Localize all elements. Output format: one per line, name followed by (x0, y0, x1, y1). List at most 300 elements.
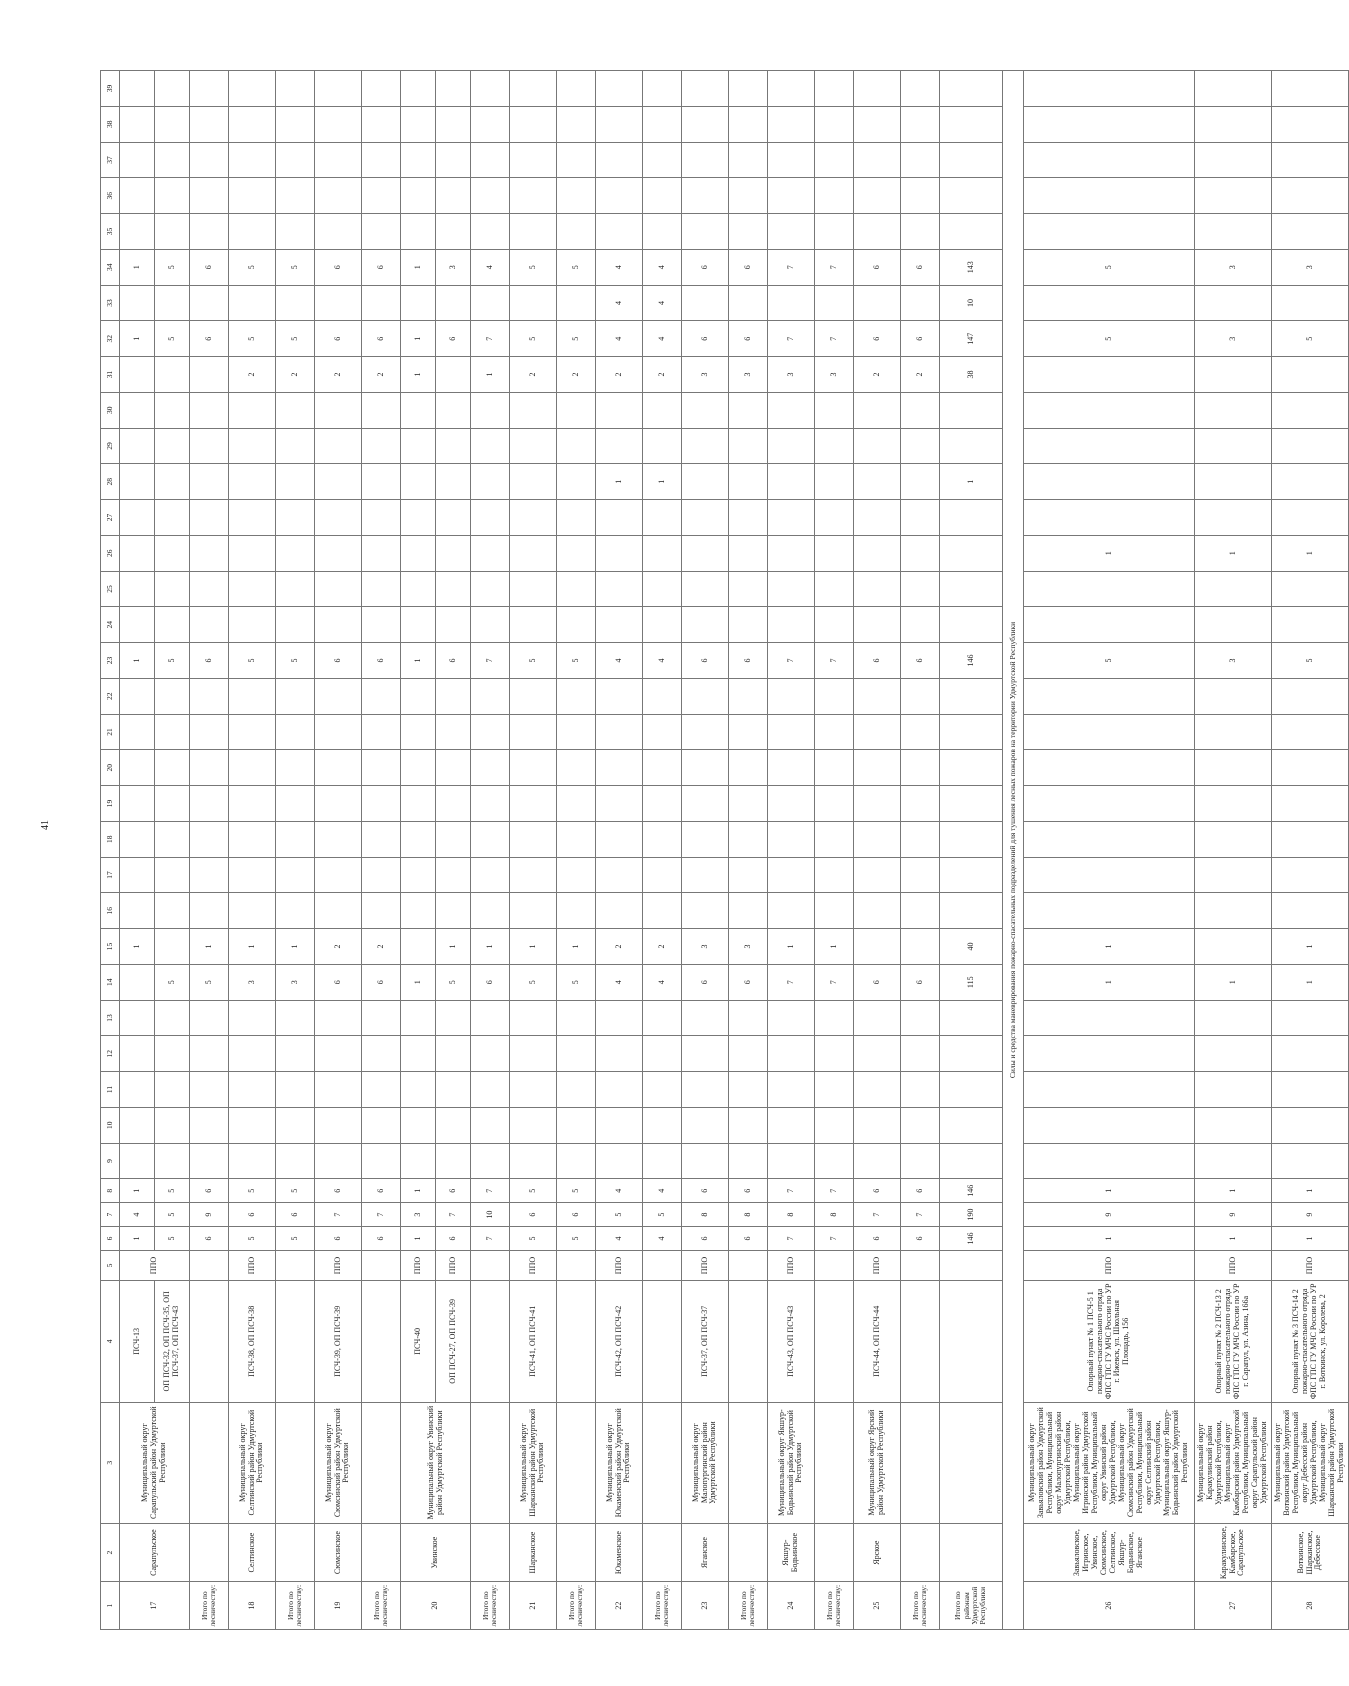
cell: 5 (510, 643, 557, 679)
unit-type: ППО (1195, 1250, 1272, 1280)
cell: 1 (510, 929, 557, 965)
cell: 3 (276, 964, 315, 1000)
cell: 146 (940, 1179, 1003, 1203)
cell: 5 (557, 1227, 596, 1251)
unit-type: ППО (596, 1250, 643, 1280)
cell: 5 (1272, 643, 1349, 679)
table-row (768, 71, 815, 1630)
cell: 6 (901, 1179, 940, 1203)
cell: 6 (190, 643, 229, 679)
header-cell: 12 (101, 1036, 120, 1072)
cell: 3 (401, 1203, 436, 1227)
cell: 7 (362, 1203, 401, 1227)
header-cell: 18 (101, 821, 120, 857)
cell: 6 (510, 1203, 557, 1227)
grand-total-label: Итого по районам Удмуртской Республики (940, 1582, 1003, 1630)
cell: 6 (854, 964, 901, 1000)
unit-name: ПСЧ-40 (401, 1281, 436, 1402)
cell: 7 (768, 643, 815, 679)
cell: 5 (155, 964, 190, 1000)
header-cell: 2 (101, 1523, 120, 1582)
rotated-sheet (100, 70, 1345, 1630)
forestry-name: Каракулинское, Камбарское, Сарапульское (1195, 1523, 1272, 1582)
district-name: Муниципальный округ Увинский район Удмуртской Республики (401, 1402, 471, 1523)
cell: 6 (901, 964, 940, 1000)
header-cell: 30 (101, 392, 120, 428)
row-number: 18 (229, 1582, 276, 1630)
unit-name: Опорный пункт № 2 ПСЧ-13 2 пожарно-спасательного отряда ФПС ГПС ГУ МЧС России по УР г. Сарапул, ул. Азина, 166а (1195, 1281, 1272, 1402)
table-row (120, 71, 155, 1630)
table-row (155, 71, 190, 1630)
cell: 115 (940, 964, 1003, 1000)
header-cell: 27 (101, 500, 120, 536)
forestry-name: Увинское (401, 1523, 471, 1582)
cell: 6 (362, 964, 401, 1000)
cell: 6 (901, 1227, 940, 1251)
cell: 6 (682, 249, 729, 285)
table-row (510, 71, 557, 1630)
header-cell: 4 (101, 1281, 120, 1402)
cell: 3 (682, 929, 729, 965)
header-cell: 20 (101, 750, 120, 786)
cell: 2 (362, 357, 401, 393)
cell: 1 (1024, 1227, 1195, 1251)
cell: 5 (436, 964, 471, 1000)
cell: 6 (682, 643, 729, 679)
cell: 1 (557, 929, 596, 965)
header-row (101, 71, 120, 1630)
cell: 5 (229, 643, 276, 679)
cell: 5 (276, 321, 315, 357)
unit-type: ППО (510, 1250, 557, 1280)
cell: 3 (229, 964, 276, 1000)
unit-type: ППО (120, 1250, 190, 1280)
cell: 2 (315, 929, 362, 965)
table-row (682, 71, 729, 1630)
unit-name: ПСЧ-43, ОП ПСЧ-43 (768, 1281, 815, 1402)
cell: 5 (643, 1203, 682, 1227)
cell: 5 (155, 1179, 190, 1203)
table-row (401, 71, 436, 1630)
cell: 6 (362, 249, 401, 285)
unit-type: ППО (768, 1250, 815, 1280)
cell: 5 (276, 1227, 315, 1251)
header-cell: 24 (101, 607, 120, 643)
cell: 1 (1195, 1227, 1272, 1251)
table-row (815, 71, 854, 1630)
cell: 1 (401, 1227, 436, 1251)
subtotal-label: Итого по лесничеству: (471, 1582, 510, 1630)
cell: 6 (901, 321, 940, 357)
cell: 7 (768, 321, 815, 357)
cell: 6 (471, 964, 510, 1000)
section-title-row (1003, 71, 1024, 1630)
unit-type: ППО (1024, 1250, 1195, 1280)
cell: 6 (436, 643, 471, 679)
cell: 1 (1272, 1179, 1349, 1203)
unit-name: ПСЧ-39, ОП ПСЧ-39 (315, 1281, 362, 1402)
cell: 6 (682, 1179, 729, 1203)
unit-type: ППО (229, 1250, 276, 1280)
header-cell: 26 (101, 535, 120, 571)
forestry-name: Селтинское (229, 1523, 276, 1582)
cell: 5 (1272, 321, 1349, 357)
cell: 7 (815, 1227, 854, 1251)
subtotal-label: Итого по лесничеству: (901, 1582, 940, 1630)
cell: 4 (596, 1179, 643, 1203)
cell: 5 (510, 964, 557, 1000)
district-name: Муниципальный округ Якшур-Бодьинский район Удмуртской Республики (768, 1402, 815, 1523)
row-number: 21 (510, 1582, 557, 1630)
header-cell: 38 (101, 106, 120, 142)
header-cell: 22 (101, 678, 120, 714)
cell: 1 (596, 464, 643, 500)
cell: 38 (940, 357, 1003, 393)
district-name: Муниципальный округ Селтинский район Удмуртской Республики (229, 1402, 276, 1523)
district-name: Муниципальный округ Юкаменский район Удмуртской Республики (596, 1402, 643, 1523)
cell: 4 (643, 321, 682, 357)
cell: 1 (436, 929, 471, 965)
forestry-name: Юкаменское (596, 1523, 643, 1582)
unit-type: ППО (1272, 1250, 1349, 1280)
cell: 6 (901, 249, 940, 285)
cell: 4 (596, 1227, 643, 1251)
cell: 5 (155, 1203, 190, 1227)
cell: 6 (436, 321, 471, 357)
unit-type: ППО (315, 1250, 362, 1280)
district-name: Муниципальный округ Каракулинский район Удмуртской Республики, Муниципальный округ Камбарский район Удмуртской Республики, Муниципальный округ Сарапульский район Удмуртской Республики (1195, 1402, 1272, 1523)
cell: 9 (1195, 1203, 1272, 1227)
cell: 6 (362, 1179, 401, 1203)
district-name: Муниципальный округ Ярский район Удмуртской Республики (854, 1402, 901, 1523)
cell: 146 (940, 1227, 1003, 1251)
cell: 6 (901, 643, 940, 679)
cell: 3 (768, 357, 815, 393)
forestry-name: Сарапульское (120, 1523, 190, 1582)
cell: 7 (471, 643, 510, 679)
header-cell: 8 (101, 1179, 120, 1203)
unit-name: ПСЧ-42, ОП ПСЧ-42 (596, 1281, 643, 1402)
cell: 6 (682, 1227, 729, 1251)
cell: 6 (854, 249, 901, 285)
cell: 1 (1024, 535, 1195, 571)
forestry-name: Якшур-Бодьинское (768, 1523, 815, 1582)
row-number: 23 (682, 1582, 729, 1630)
header-cell: 31 (101, 357, 120, 393)
cell: 7 (436, 1203, 471, 1227)
cell: 1 (1272, 964, 1349, 1000)
cell: 5 (1024, 643, 1195, 679)
cell: 1 (1272, 535, 1349, 571)
header-cell: 23 (101, 643, 120, 679)
cell: 7 (815, 1179, 854, 1203)
cell: 3 (1195, 643, 1272, 679)
cell: 6 (682, 964, 729, 1000)
cell: 7 (815, 249, 854, 285)
unit-name: ПСЧ-44, ОП ПСЧ-44 (854, 1281, 901, 1402)
unit-name: ПСЧ-41, ОП ПСЧ-41 (510, 1281, 557, 1402)
cell: 1 (401, 643, 436, 679)
header-cell: 19 (101, 786, 120, 822)
cell: 3 (1272, 249, 1349, 285)
subtotal-label: Итого по лесничеству: (362, 1582, 401, 1630)
cell: 143 (940, 249, 1003, 285)
subtotal-label: Итого по лесничеству: (815, 1582, 854, 1630)
cell: 4 (643, 1179, 682, 1203)
table-row (229, 71, 276, 1630)
table-wrapper (100, 70, 1345, 1630)
header-cell: 28 (101, 464, 120, 500)
cell: 4 (596, 321, 643, 357)
header-cell: 11 (101, 1072, 120, 1108)
header-cell: 35 (101, 214, 120, 250)
cell: 4 (643, 1227, 682, 1251)
district-name: Муниципальный округ Шарканский район Удмуртской Республики (510, 1402, 557, 1523)
cell: 1 (401, 1179, 436, 1203)
cell: 1 (1024, 1179, 1195, 1203)
cell: 4 (643, 285, 682, 321)
cell: 4 (471, 249, 510, 285)
unit-name: ПСЧ-37, ОП ПСЧ-37 (682, 1281, 729, 1402)
cell: 6 (315, 249, 362, 285)
cell: 2 (315, 357, 362, 393)
cell: 10 (471, 1203, 510, 1227)
header-cell: 21 (101, 714, 120, 750)
forces-table (100, 70, 1349, 1630)
header-cell: 36 (101, 178, 120, 214)
cell: 147 (940, 321, 1003, 357)
cell: 5 (229, 249, 276, 285)
cell: 1 (401, 249, 436, 285)
cell: 5 (510, 1227, 557, 1251)
header-cell: 14 (101, 964, 120, 1000)
unit-name: ПСЧ-38, ОП ПСЧ-38 (229, 1281, 276, 1402)
cell: 2 (557, 357, 596, 393)
cell: 2 (362, 929, 401, 965)
cell: 1 (1272, 1227, 1349, 1251)
unit-name: Опорный пункт № 3 ПСЧ-14 2 пожарно-спасательного отряда ФПС ГПС ГУ МЧС России по УР г. Воткинск, ул. Королева, 2 (1272, 1281, 1349, 1402)
cell: 5 (229, 321, 276, 357)
cell: 5 (276, 1179, 315, 1203)
cell: 1 (1195, 535, 1272, 571)
cell: 5 (190, 964, 229, 1000)
table-row (596, 71, 643, 1630)
cell: 7 (854, 1203, 901, 1227)
cell: 5 (596, 1203, 643, 1227)
cell: 4 (596, 964, 643, 1000)
cell: 190 (940, 1203, 1003, 1227)
cell: 3 (815, 357, 854, 393)
cell: 8 (815, 1203, 854, 1227)
header-cell: 39 (101, 71, 120, 107)
forestry-name: Шарканское (510, 1523, 557, 1582)
cell: 1 (815, 929, 854, 965)
header-cell: 17 (101, 857, 120, 893)
cell: 1 (120, 1179, 155, 1203)
header-cell: 16 (101, 893, 120, 929)
cell: 5 (510, 321, 557, 357)
cell: 1 (120, 929, 155, 965)
header-cell: 10 (101, 1107, 120, 1143)
row-number: 20 (401, 1582, 471, 1630)
cell: 5 (1024, 249, 1195, 285)
unit-name: ПСЧ-13 (120, 1281, 155, 1402)
cell: 3 (729, 357, 768, 393)
cell: 4 (120, 1203, 155, 1227)
cell: 6 (436, 1179, 471, 1203)
cell: 7 (815, 321, 854, 357)
header-cell: 9 (101, 1143, 120, 1179)
cell: 4 (596, 643, 643, 679)
cell: 6 (315, 643, 362, 679)
cell: 7 (768, 249, 815, 285)
cell: 4 (643, 249, 682, 285)
cell: 5 (155, 249, 190, 285)
unit-name: ОП ПСЧ-32, ОП ПСЧ-35, ОП ПСЧ-37, ОП ПСЧ-43 (155, 1281, 190, 1402)
header-cell: 3 (101, 1402, 120, 1523)
cell: 1 (940, 464, 1003, 500)
table-row (315, 71, 362, 1630)
cell: 4 (596, 285, 643, 321)
cell: 2 (854, 357, 901, 393)
cell: 7 (901, 1203, 940, 1227)
cell: 5 (557, 321, 596, 357)
table-row (557, 71, 596, 1630)
row-number: 28 (1272, 1582, 1349, 1630)
cell: 3 (729, 929, 768, 965)
cell: 6 (315, 1179, 362, 1203)
cell: 1 (1195, 964, 1272, 1000)
cell: 6 (854, 643, 901, 679)
cell: 1 (120, 643, 155, 679)
cell: 10 (940, 285, 1003, 321)
table-row (471, 71, 510, 1630)
row-number: 17 (120, 1582, 190, 1630)
cell: 6 (729, 1227, 768, 1251)
cell: 3 (436, 249, 471, 285)
row-number: 19 (315, 1582, 362, 1630)
cell: 9 (1272, 1203, 1349, 1227)
cell: 6 (276, 1203, 315, 1227)
row-number: 27 (1195, 1582, 1272, 1630)
table-row (436, 71, 471, 1630)
cell: 1 (120, 1227, 155, 1251)
cell: 7 (815, 643, 854, 679)
header-cell: 29 (101, 428, 120, 464)
cell: 5 (557, 249, 596, 285)
cell: 6 (362, 321, 401, 357)
subtotal-label: Итого по лесничеству: (557, 1582, 596, 1630)
cell: 1 (401, 321, 436, 357)
cell: 5 (557, 1179, 596, 1203)
cell: 1 (401, 357, 436, 393)
cell: 5 (229, 1179, 276, 1203)
table-row (1024, 71, 1195, 1630)
cell: 2 (643, 357, 682, 393)
cell: 1 (1024, 964, 1195, 1000)
cell: 5 (1024, 321, 1195, 357)
row-number: 24 (768, 1582, 815, 1630)
cell: 7 (815, 964, 854, 1000)
table-row (729, 71, 768, 1630)
cell: 1 (1195, 1179, 1272, 1203)
cell: 6 (229, 1203, 276, 1227)
unit-type: ППО (682, 1250, 729, 1280)
cell: 1 (401, 964, 436, 1000)
cell: 6 (729, 1179, 768, 1203)
cell: 9 (190, 1203, 229, 1227)
subtotal-label: Итого по лесничеству: (276, 1582, 315, 1630)
cell: 1 (229, 929, 276, 965)
table-row (1195, 71, 1272, 1630)
cell: 2 (596, 929, 643, 965)
cell: 6 (315, 1227, 362, 1251)
cell (120, 964, 155, 1000)
row-number: 25 (854, 1582, 901, 1630)
cell: 6 (315, 321, 362, 357)
cell: 2 (596, 357, 643, 393)
header-cell: 32 (101, 321, 120, 357)
cell: 3 (682, 357, 729, 393)
cell: 3 (1195, 321, 1272, 357)
cell: 2 (229, 357, 276, 393)
cell: 1 (768, 929, 815, 965)
grand-total-row (940, 71, 1003, 1630)
cell: 1 (190, 929, 229, 965)
cell: 2 (510, 357, 557, 393)
district-name: Муниципальный округ Сюмсинский район Удмуртской Республики (315, 1402, 362, 1523)
cell: 6 (729, 249, 768, 285)
cell: 6 (854, 321, 901, 357)
header-cell: 1 (101, 1582, 120, 1630)
district-name: Муниципальный округ Сарапульский район Удмуртской Республики (120, 1402, 190, 1523)
unit-type: ППО (854, 1250, 901, 1280)
cell: 5 (155, 321, 190, 357)
header-cell: 7 (101, 1203, 120, 1227)
table-row (1272, 71, 1349, 1630)
row-number: 26 (1024, 1582, 1195, 1630)
cell: 3 (1195, 249, 1272, 285)
table-row (362, 71, 401, 1630)
table-row (276, 71, 315, 1630)
cell: 6 (362, 643, 401, 679)
cell: 1 (1024, 929, 1195, 965)
cell: 6 (362, 1227, 401, 1251)
header-cell: 15 (101, 929, 120, 965)
page-number: 41 (40, 820, 51, 830)
cell: 1 (471, 357, 510, 393)
cell: 6 (682, 321, 729, 357)
cell: 7 (471, 321, 510, 357)
cell: 1 (120, 321, 155, 357)
forestry-name: Яганское (682, 1523, 729, 1582)
header-cell: 6 (101, 1227, 120, 1251)
section-title: Силы и средства маневрирования пожарно-спасательных подразделений для тушения лесных пожаров на территории Удмуртской Республики (1003, 71, 1024, 1630)
district-name: Муниципальный округ Малопургинский район Удмуртской Республики (682, 1402, 729, 1523)
cell: 1 (471, 929, 510, 965)
table-row (901, 71, 940, 1630)
cell: 5 (557, 964, 596, 1000)
unit-name: Опорный пункт № 1 ПСЧ-5 1 пожарно-спасательного отряда ФПС ГПС ГУ МЧС России по УР г. Ижевск, ул. Школьная Площадь, 156 (1024, 1281, 1195, 1402)
cell: 2 (901, 357, 940, 393)
cell: 9 (1024, 1203, 1195, 1227)
cell: 1 (120, 249, 155, 285)
table-row (643, 71, 682, 1630)
cell: 5 (557, 643, 596, 679)
cell: 146 (940, 643, 1003, 679)
cell: 7 (768, 1179, 815, 1203)
cell: 5 (229, 1227, 276, 1251)
